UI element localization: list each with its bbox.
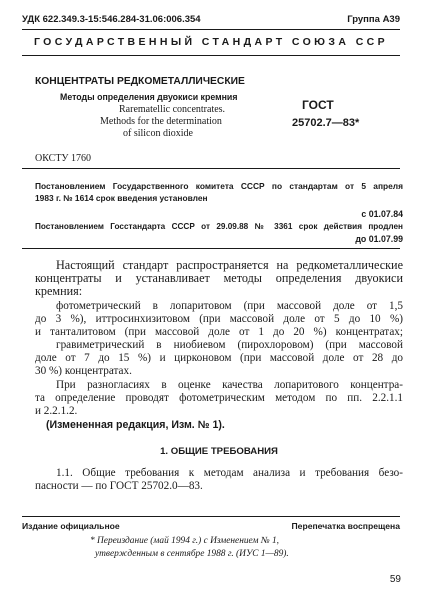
- english-title-line: Rarematellic concentrates.: [119, 104, 226, 115]
- resolution-1: [35, 180, 403, 204]
- page-number: 59: [389, 574, 401, 585]
- resolution-1-date: с 01.07.84: [361, 209, 403, 219]
- okstu-rule: [22, 168, 400, 169]
- gravimetric-line: гравиметрический в ниобиевом (пирохлоровом) (при массовой: [56, 339, 403, 351]
- section-1-line: 1.1. Общие требования к методам анализа и требования безо-: [56, 467, 403, 479]
- resolution-2-line: Постановлением Госстандарта СССР от 29.09.88 № 3361 срок действия продлен: [35, 222, 403, 231]
- scope-paragraph: [35, 259, 403, 298]
- photometric-line: и танталитовом (при массовой доле от 1 до 20 %) концентратах;: [35, 326, 403, 339]
- reprint-notice: Перепечатка воспрещена: [291, 521, 400, 531]
- section-1-paragraph: [35, 467, 403, 493]
- dispute-line: та определение проводят фотометрическим методом по пп. 2.2.1.1: [35, 392, 403, 405]
- photometric-line: до 3 %), иттросинхизитовом (при массовой доле от 5 до 10 %): [35, 313, 403, 326]
- udk-code: УДК 622.349.3-15:546.284-31.06:006.354: [22, 14, 201, 25]
- resolution-2-date: до 01.07.99: [355, 234, 403, 244]
- resolution-rule: [22, 248, 400, 249]
- document-title: КОНЦЕНТРАТЫ РЕДКОМЕТАЛЛИЧЕСКИЕ: [35, 76, 245, 87]
- photometric-paragraph: [35, 300, 403, 340]
- section-1-line: пасности — по ГОСТ 25702.0—83.: [35, 480, 203, 493]
- english-title-line: of silicon dioxide: [123, 128, 193, 139]
- scope-line: концентраты и устанавливает методы определения двуокиси: [35, 271, 403, 285]
- document-subtitle: Методы определения двуокиси кремния: [60, 92, 238, 102]
- photometric-line: фотометрический в лопаритовом (при массовой доле от 1,5: [56, 300, 403, 312]
- official-edition: Издание официальное: [22, 521, 120, 531]
- english-title: [100, 104, 225, 140]
- group-code: Группа А39: [347, 14, 400, 25]
- gost-number: 25702.7—83*: [292, 117, 360, 129]
- reissue-note-line: * Переиздание (май 1994 г.) с Изменением № 1,: [90, 536, 280, 546]
- standard-banner: ГОСУДАРСТВЕННЫЙ СТАНДАРТ СОЮЗА ССР: [33, 36, 389, 48]
- footer-rule: [22, 516, 400, 517]
- amendment-note: (Измененная редакция, Изм. № 1).: [46, 419, 225, 431]
- scope-line: кремния:: [35, 284, 83, 298]
- okstu-code: ОКСТУ 1760: [35, 153, 92, 164]
- banner-rule: [22, 55, 400, 56]
- dispute-line: и 2.2.1.2.: [35, 405, 78, 418]
- resolution-2: [35, 221, 403, 233]
- gravimetric-paragraph: [35, 339, 403, 379]
- reissue-note-line: утвержденным в сентябре 1988 г. (ИУС 1—89).: [95, 549, 289, 559]
- scope-line: Настоящий стандарт распространяется на редкометаллические: [56, 258, 403, 272]
- section-heading: 1. ОБЩИЕ ТРЕБОВАНИЯ: [160, 446, 278, 457]
- header-rule: [22, 29, 400, 30]
- dispute-paragraph: [35, 379, 403, 419]
- resolution-1-line: Постановлением Государственного комитета СССР по стандартам от 5 апреля: [35, 181, 403, 191]
- gravimetric-line: доле от 7 до 15 %) и цирконовом (при массовой доле от 28 до: [35, 352, 403, 365]
- resolution-1-line: 1983 г. № 1614 срок введения установлен: [35, 193, 208, 203]
- dispute-line: При разногласиях в оценке качества лопаритового концентра-: [56, 379, 403, 391]
- gost-label: ГОСТ: [302, 98, 334, 112]
- reissue-note: [90, 535, 289, 561]
- english-title-line: Methods for the determination: [100, 116, 222, 127]
- gravimetric-line: 30 %) концентратах.: [35, 365, 132, 378]
